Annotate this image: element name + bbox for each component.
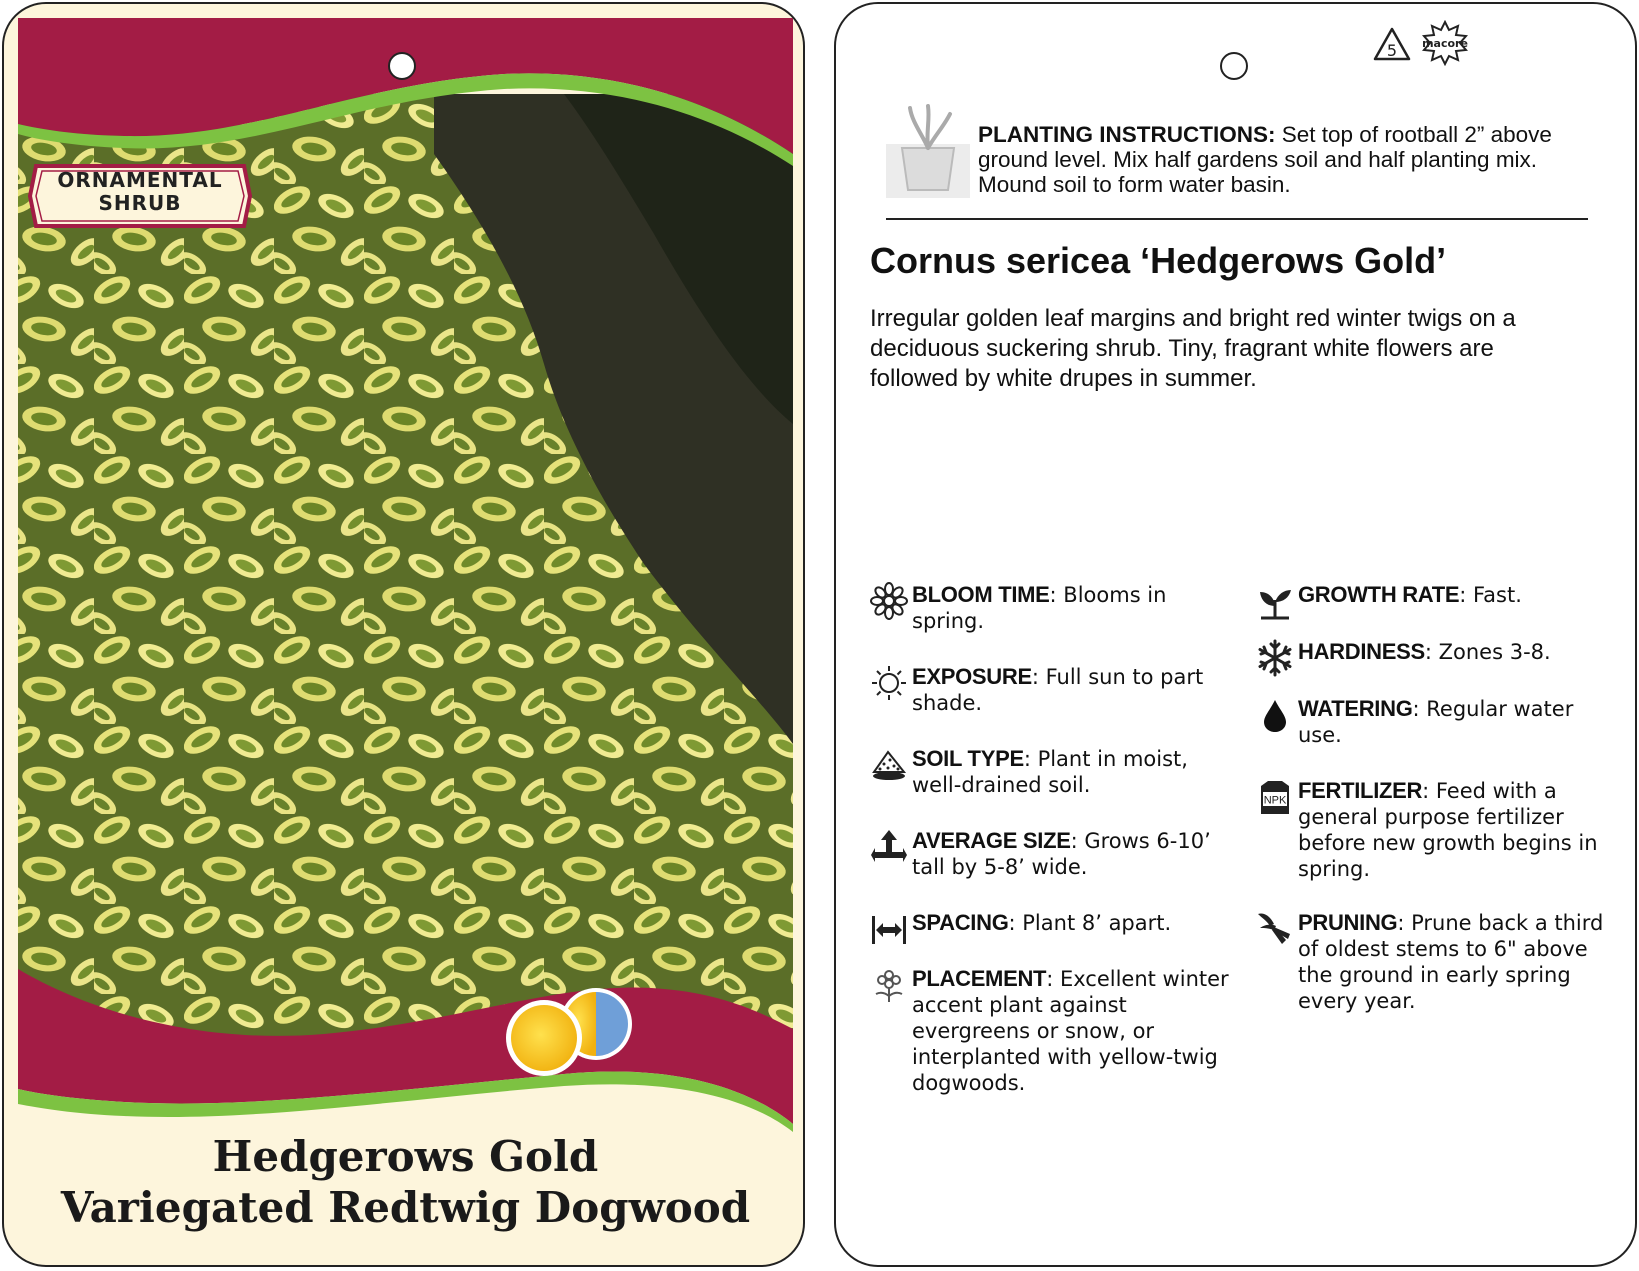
recycle-icon — [1372, 26, 1412, 64]
care-exposure — [912, 664, 1232, 716]
macore-logo-icon — [1418, 20, 1472, 66]
bloom-time-label: BLOOM TIME — [912, 582, 1050, 607]
sun-icon — [506, 1000, 582, 1076]
common-name-line-1: Hedgerows Gold — [212, 1132, 599, 1181]
fertilizer-label: FERTILIZER — [1298, 778, 1423, 803]
placement-icon — [870, 966, 908, 1004]
planting-label: PLANTING INSTRUCTIONS: — [978, 122, 1276, 147]
growth-icon — [1256, 582, 1294, 620]
snowflake-icon — [1256, 639, 1294, 677]
average-size-text: : Grows 6-10’ tall by 5-8’ wide. — [912, 829, 1211, 879]
care-average-size — [912, 828, 1232, 880]
hardiness-label: HARDINESS — [1298, 639, 1425, 664]
pruning-label: PRUNING — [1298, 910, 1398, 935]
fertilizer-text: : Feed with a general purpose fertilizer before new growth begins in spring. — [1298, 779, 1598, 881]
soil-type-label: SOIL TYPE — [912, 746, 1024, 771]
care-spacing — [912, 910, 1232, 936]
hang-hole — [388, 52, 416, 80]
recycle-number: 5 — [1386, 41, 1398, 60]
care-pruning — [1298, 910, 1608, 1014]
planting-body: Set top of rootball 2” above ground level. Mix half gardens soil and half planting mix. Mound soil to form water basin. — [978, 122, 1552, 197]
planting-pot-icon — [886, 104, 970, 198]
care-growth-rate — [1298, 582, 1608, 608]
sun-outline-icon — [870, 664, 908, 702]
care-placement — [912, 966, 1232, 1096]
badge-line-2: SHRUB — [98, 191, 182, 215]
care-bloom-time — [912, 582, 1232, 634]
pruning-icon — [1256, 910, 1294, 948]
spacing-label: SPACING — [912, 910, 1009, 935]
average-size-label: AVERAGE SIZE — [912, 828, 1071, 853]
size-icon — [870, 828, 908, 866]
planting-instructions — [978, 122, 1578, 197]
exposure-label: EXPOSURE — [912, 664, 1032, 689]
bloom-time-text: : Blooms in spring. — [912, 583, 1167, 633]
spacing-icon — [870, 910, 908, 948]
exposure-text: : Full sun to part shade. — [912, 665, 1204, 715]
flower-icon — [870, 582, 908, 620]
care-watering — [1298, 696, 1608, 748]
placement-text: : Excellent winter accent plant against evergreens or snow, or interplanted with yellow-twig dogwoods. — [912, 967, 1229, 1095]
care-fertilizer — [1263, 778, 1608, 882]
common-name-line-2: Variegated Redtwig Dogwood — [60, 1183, 751, 1232]
macore-logo-text: macore — [1422, 37, 1468, 50]
plant-description: Irregular golden leaf margins and bright red winter twigs on a deciduous suckering shrub. Tiny, fragrant white flowers are followed by white drupes in summer. — [870, 305, 1516, 392]
category-badge — [38, 169, 242, 215]
badge-line-1: ORNAMENTAL — [57, 168, 223, 192]
soil-type-text: : Plant in moist, well-drained soil. — [912, 747, 1188, 797]
fertilizer-icon — [1256, 778, 1294, 816]
botanical-name: Cornus sericea ‘Hedgerows Gold’ — [870, 240, 1447, 281]
soil-icon — [870, 746, 908, 784]
front-tag — [2, 2, 805, 1267]
care-hardiness — [1298, 639, 1608, 665]
growth-rate-text: : Fast. — [1459, 583, 1522, 607]
pruning-text: : Prune back a third of oldest stems to 6" above the ground in early spring every year. — [1298, 911, 1604, 1013]
divider — [886, 218, 1588, 220]
watering-text: : Regular water use. — [1298, 697, 1574, 747]
back-tag — [834, 2, 1637, 1267]
growth-rate-label: GROWTH RATE — [1298, 582, 1460, 607]
water-drop-icon — [1256, 696, 1294, 734]
hang-hole — [1220, 52, 1248, 80]
care-soil-type — [912, 746, 1232, 798]
hardiness-text: : Zones 3-8. — [1424, 640, 1551, 664]
npk-label: NPK — [1263, 794, 1287, 807]
watering-label: WATERING — [1298, 696, 1413, 721]
spacing-text: : Plant 8’ apart. — [1008, 911, 1172, 935]
placement-label: PLACEMENT — [912, 966, 1047, 991]
